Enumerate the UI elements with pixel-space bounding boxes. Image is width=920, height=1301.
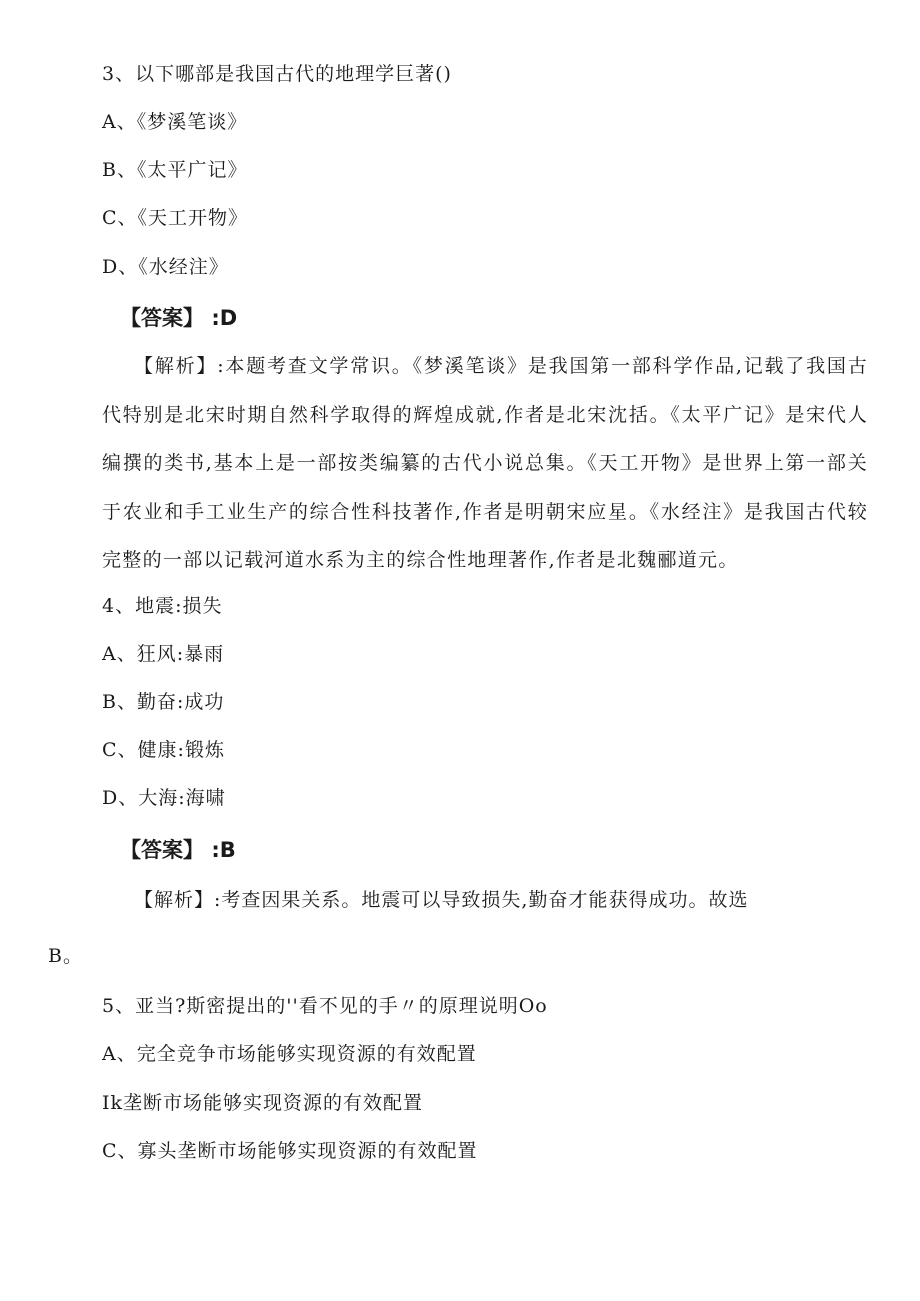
q3-answer-label: 【答案】 bbox=[120, 306, 204, 330]
q4-answer bbox=[120, 838, 236, 862]
q3-analysis-text: :本题考查文学常识。《梦溪笔谈》是我国第一部科学作品,记载了我国古代特别是北宋时期自然科学取得的辉煌成就,作者是北宋沈括。《太平广记》是宋代人编撰的类书,基本上是一部按类编纂的古代小说总集。《天工开物》是世界上第一部关于农业和手工业生产的综合性科技著作,作者是明朝宋应星。《水经注》是我国古代较完整的一部以记载河道水系为主的综合性地理著作,作者是北魏郦道元。 bbox=[102, 355, 869, 571]
q4-answer-sep: : bbox=[211, 838, 220, 862]
q3-answer-value: D bbox=[219, 306, 238, 330]
q4-question: 4、地震:损失 bbox=[102, 595, 223, 617]
q5-option-c: C、寡头垄断市场能够实现资源的有效配置 bbox=[102, 1140, 478, 1162]
q4-option-d: D、大海:海啸 bbox=[102, 787, 226, 809]
q4-analysis bbox=[134, 888, 748, 912]
q4-analysis-text: :考查因果关系。地震可以导致损失,勤奋才能获得成功。故选 bbox=[214, 889, 749, 911]
q5-option-a: A、完全竞争市场能够实现资源的有效配置 bbox=[102, 1043, 477, 1065]
q5-option-b: Ik垄断市场能够实现资源的有效配置 bbox=[102, 1092, 424, 1114]
q3-option-a: A、《梦溪笔谈》 bbox=[102, 111, 248, 133]
q4-analysis-tail: B。 bbox=[48, 945, 83, 967]
q4-analysis-label: 【解析】 bbox=[134, 889, 215, 911]
q4-option-c: C、健康:锻炼 bbox=[102, 739, 225, 761]
q3-option-d: D、《水经注》 bbox=[102, 256, 229, 278]
q3-option-b: B、《太平广记》 bbox=[102, 159, 248, 181]
q3-question: 3、以下哪部是我国古代的地理学巨著() bbox=[102, 63, 452, 85]
q3-analysis bbox=[102, 342, 868, 585]
q3-answer-sep: : bbox=[211, 306, 220, 330]
q4-option-a: A、狂风:暴雨 bbox=[102, 643, 225, 665]
q4-answer-value: B bbox=[219, 838, 236, 862]
q3-answer bbox=[120, 306, 237, 330]
q3-analysis-label: 【解析】 bbox=[134, 355, 218, 377]
q4-answer-label: 【答案】 bbox=[120, 838, 204, 862]
q3-option-c: C、《天工开物》 bbox=[102, 207, 249, 229]
q5-question: 5、亚当?斯密提出的''看不见的手〃的原理说明Oo bbox=[102, 995, 548, 1017]
q4-option-b: B、勤奋:成功 bbox=[102, 691, 225, 713]
